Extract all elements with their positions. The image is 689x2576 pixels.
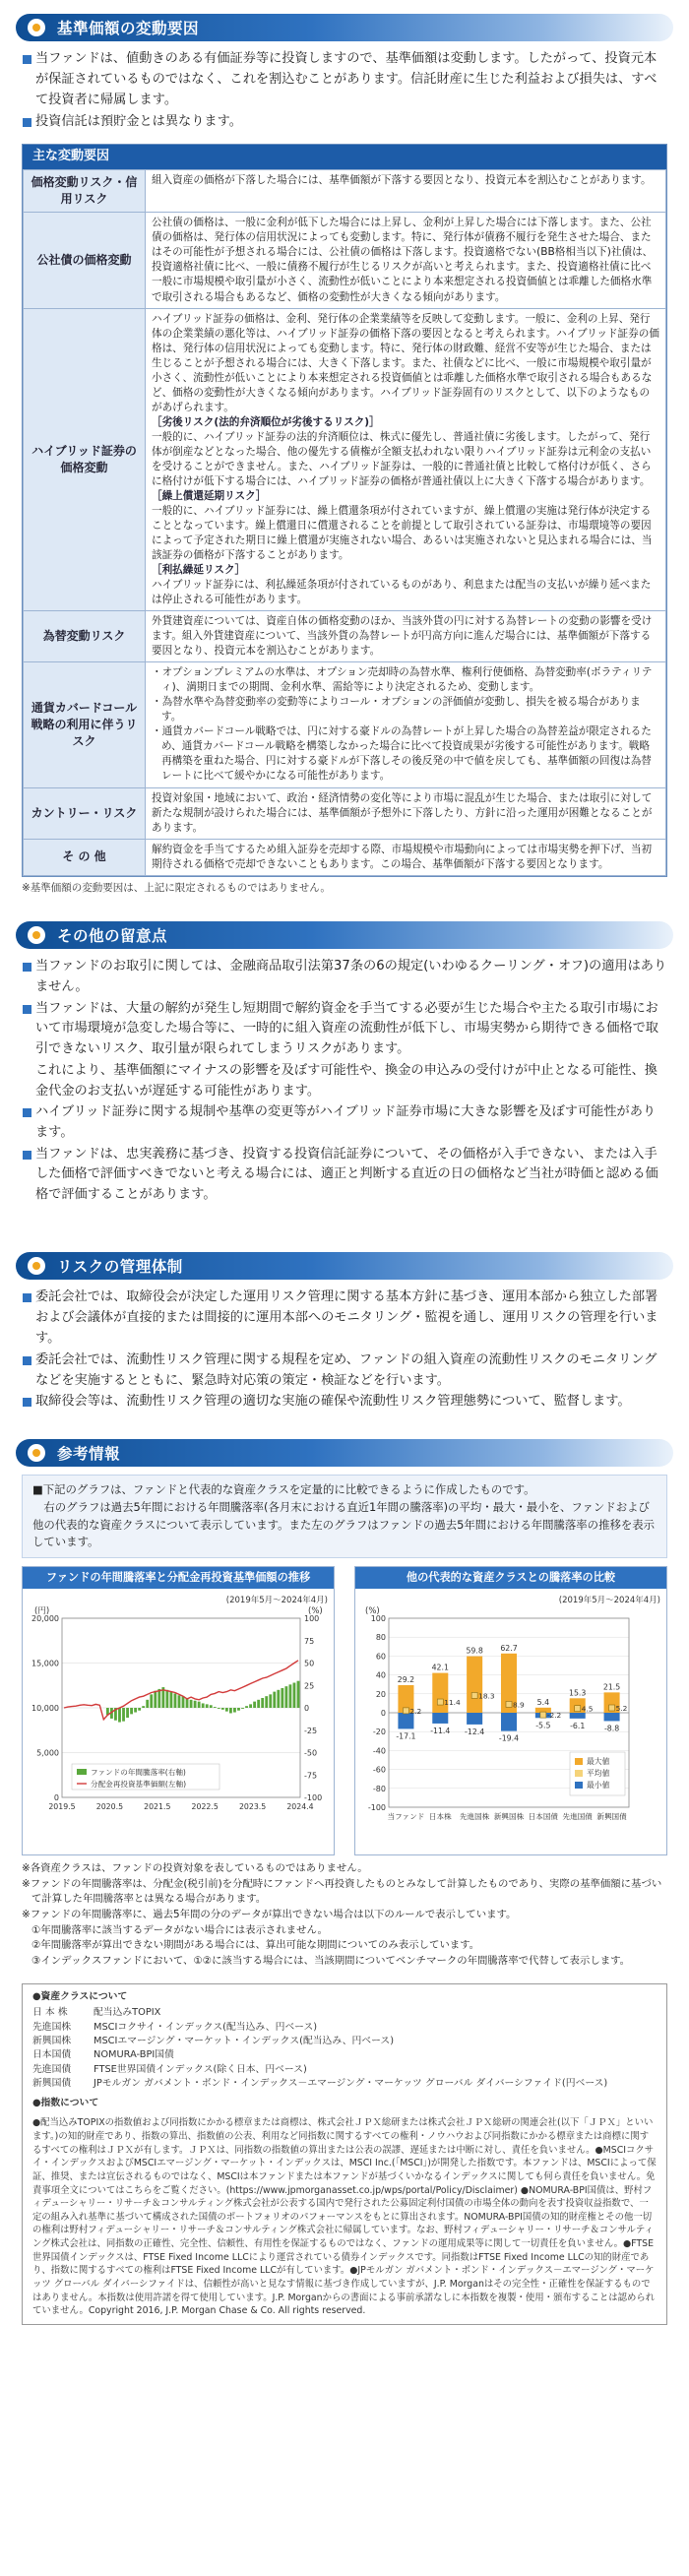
avg-value-label: 4.5 bbox=[581, 1704, 594, 1714]
min-value-label: -19.4 bbox=[498, 1733, 520, 1743]
avg-marker bbox=[540, 1712, 546, 1718]
risk-desc: 組入資産の価格が下落した場合には、基準価額が下落する要因となり、投資元本を割込むことがあります。 bbox=[146, 170, 666, 213]
risk-name: 公社債の価格変動 bbox=[24, 213, 146, 308]
asset-class-row bbox=[32, 2035, 657, 2048]
chart-note: ②年間騰落率が算出できない期間がある場合には、算出可能な期間についてのみ表示しています。 bbox=[31, 1939, 480, 1952]
chart-period: (2019年5月～2024年4月) bbox=[225, 1596, 328, 1606]
return-bar bbox=[273, 1692, 276, 1708]
asset-class-key: 新興国株 bbox=[32, 2035, 72, 2046]
return-bar bbox=[249, 1705, 252, 1709]
risk-sub-heading: ［繰上償還延期リスク］ bbox=[152, 489, 267, 502]
risk-desc: 投資対象国・地域において、政治・経済情勢の変化等により市場に混乱が生じた場合、または取引に対して新たな規制が設けられた場合には、基準価額が予想外に下落したり、方針に沿った運用が困難となることがあります。 bbox=[146, 787, 666, 839]
chart-notes bbox=[22, 1861, 667, 1969]
risk-dot-item: ・為替水準や為替変動率の変動等によりコール・オプションの評価値が変動し、損失を被る場合があります。 bbox=[152, 696, 641, 723]
legend-swatch bbox=[575, 1770, 583, 1777]
risk-name: そ の 他 bbox=[24, 839, 146, 875]
return-bar bbox=[289, 1685, 292, 1709]
return-bar bbox=[174, 1694, 177, 1709]
section-title: その他の留意点 bbox=[57, 926, 168, 945]
avg-marker bbox=[437, 1699, 443, 1705]
chart-note: ※ファンドの年間騰落率に、過去5年間の分のデータが算出できない場合は以下のルールで表示しています。 bbox=[22, 1909, 517, 1921]
table-row bbox=[24, 787, 666, 839]
return-bar bbox=[194, 1701, 197, 1708]
risk-sub-text: ハイブリッド証券には、利払繰延条項が付されているものがあり、利息または配当の支払いが繰り延べまたは停止される可能性があります。 bbox=[152, 579, 652, 606]
reference-intro bbox=[22, 1475, 667, 1558]
return-bar bbox=[221, 1708, 224, 1710]
max-value-label: 62.7 bbox=[500, 1644, 518, 1654]
max-bar bbox=[467, 1657, 482, 1713]
min-bar bbox=[432, 1713, 448, 1724]
section-title: リスクの管理体制 bbox=[57, 1258, 183, 1277]
return-bar bbox=[138, 1708, 141, 1711]
risk-desc bbox=[146, 662, 666, 787]
min-bar bbox=[570, 1713, 586, 1719]
avg-value-label: 18.3 bbox=[478, 1691, 495, 1701]
bullet-text: 委託会社では、取締役会が決定した運用リスク管理に関する基本方針に基づき、運用本部から独立した部署および会議体が直接的または間接的に運用本部へのモニタリング・監視を通し、運用リスクの管理を行います。 bbox=[22, 1288, 667, 1350]
risk-sub-heading: ［利払繰延リスク］ bbox=[152, 564, 246, 577]
y-tick-label: -100 bbox=[367, 1803, 386, 1813]
return-bar bbox=[214, 1707, 217, 1708]
category-label: 新興国債 bbox=[596, 1812, 627, 1822]
chart-title: ファンドの年間騰落率と分配金再投資基準価額の推移 bbox=[23, 1567, 334, 1589]
return-bar bbox=[202, 1704, 205, 1709]
bullet-continuation: これにより、基準価額にマイナスの影響を及ぼす可能性や、換金の申込みの受付けが中止となる可能性、換金代金のお支払いが遅延する可能性があります。 bbox=[35, 1063, 658, 1100]
return-bar bbox=[190, 1700, 193, 1708]
asset-class-value: FTSE世界国債インデックス(除く日本、円ベース) bbox=[94, 2063, 307, 2075]
chart-title: 他の代表的な資産クラスとの騰落率の比較 bbox=[355, 1567, 666, 1589]
return-bar bbox=[281, 1688, 283, 1708]
risk-desc-text: ハイブリッド証券の価格は、金利、発行体の企業業績等を反映して変動します。一般に、金利の上昇、発行体の企業業績の悪化等は、ハイブリッド証券の価格下落の要因となると考えられます。ハイブリッド証券の価格は、発行体の信用状況によっても変動します。特に、発行体の財政難、経営不安等が生じた場合、または生じることが予想される場合には、大きく下落します。また、社債などに比べ、一般に市場規模や取引量が小さく、流動性が低いことにより本来想定される投資価値とは乖離した価格水準で取引される場合もあるなど、価格の変動性が大きくなる傾向があります。ハイブリッド証券固有のリスクとして、以下のようなものがあげられます。 bbox=[152, 312, 659, 413]
section-header-volatility bbox=[16, 14, 673, 41]
section-title: 参考情報 bbox=[57, 1445, 121, 1464]
return-bar bbox=[206, 1705, 209, 1709]
avg-value-label: 8.9 bbox=[513, 1700, 525, 1710]
min-value-label: -6.1 bbox=[570, 1722, 586, 1731]
return-bar bbox=[198, 1702, 201, 1708]
risk-name: 通貨カバードコール戦略の利用に伴うリスク bbox=[24, 662, 146, 787]
asset-class-key: 先進国株 bbox=[32, 2021, 72, 2033]
return-bar bbox=[284, 1686, 287, 1708]
right-tick-label: -100 bbox=[304, 1793, 323, 1803]
return-bar bbox=[241, 1708, 244, 1709]
chart-note: ※各資産クラスは、ファンドの投資対象を表しているものではありません。 bbox=[22, 1862, 368, 1875]
min-value-label: -8.8 bbox=[603, 1724, 620, 1733]
fund-return-chart-svg bbox=[23, 1589, 334, 1854]
avg-value-label: 5.2 bbox=[615, 1704, 628, 1714]
x-tick-label: 2023.5 bbox=[238, 1802, 267, 1812]
asset-class-key: 新興国債 bbox=[32, 2078, 72, 2090]
reference-intro-line: ■下記のグラフは、ファンドと代表的な資産クラスを定量的に比較できるように作成したものです。 bbox=[32, 1482, 535, 1497]
risk-desc: 公社債の価格は、一般に金利が低下した場合には上昇し、金利が上昇した場合には下落します。また、公社債の価格は、発行体の信用状況によっても変動します。特に、発行体が債務不履行を発生させた場合、またはその可能性が予想される場合には、公社債の価格は下落します。投資適格でない(BB格相当以下)社債は、投資適格社債に比べ、一般に債務不履行が生じるリスクが高いと考えられます。また、投資適格社債に比べ一般に市場規模や取引量が小さく、流動性が低いことにより本来想定される投資価値とは乖離した価格水準で取引される場合もあるなど、価格の変動性が大きくなる傾向があります。 bbox=[146, 213, 666, 308]
right-tick-label: -25 bbox=[304, 1727, 318, 1736]
risk-desc: 外貨建資産については、資産自体の価格変動のほか、当該外貨の円に対する為替レートの変動の影響を受けます。組入外貨建資産について、当該外貨の為替レートが円高方向に進んだ場合には、基準価額が下落する要因となり、投資元本を割込むことがあります。 bbox=[146, 611, 666, 662]
risk-desc bbox=[146, 308, 666, 611]
right-tick-label: 75 bbox=[304, 1637, 315, 1647]
risk-desc: 解約資金を手当てするため組入証券を売却する際、市場規模や市場動向によっては市場実勢を押下げ、当初期待される価格で売却できないこともあります。この場合、基準価額が下落する要因となります。 bbox=[146, 839, 666, 875]
legend-swatch bbox=[575, 1758, 583, 1765]
category-label: 日本国債 bbox=[528, 1812, 559, 1822]
category-label: 当ファンド bbox=[387, 1812, 425, 1822]
legend-swatch bbox=[575, 1782, 583, 1789]
max-value-label: 29.2 bbox=[397, 1675, 415, 1685]
return-bar bbox=[118, 1708, 121, 1723]
section-header-reference bbox=[16, 1439, 673, 1467]
avg-value-label: 11.4 bbox=[444, 1698, 461, 1708]
table-row bbox=[24, 611, 666, 662]
return-bar bbox=[210, 1706, 213, 1709]
min-bar bbox=[501, 1713, 517, 1731]
y-axis-unit: (%) bbox=[365, 1606, 380, 1617]
right-tick-label: 0 bbox=[304, 1704, 310, 1714]
legend-label: ファンドの年間騰落率(右軸) bbox=[91, 1768, 186, 1778]
return-bar bbox=[225, 1708, 228, 1712]
avg-marker bbox=[506, 1702, 512, 1708]
return-bar bbox=[257, 1700, 260, 1708]
return-bar bbox=[134, 1708, 137, 1713]
asset-class-value: JPモルガン ガバメント・ボンド・インデックス－エマージング・マーケッツ グローバル ダイバーシファイド(円ベース) bbox=[94, 2078, 608, 2090]
min-value-label: -12.4 bbox=[465, 1728, 485, 1737]
asset-class-row bbox=[32, 2006, 657, 2020]
return-bar bbox=[130, 1708, 133, 1714]
return-bar bbox=[146, 1700, 149, 1708]
right-tick-label: -50 bbox=[304, 1748, 318, 1758]
return-bar bbox=[182, 1696, 185, 1708]
section-bullet-icon bbox=[28, 926, 45, 944]
risk-sub-heading: ［劣後リスク(法的弁済順位が劣後するリスク)］ bbox=[152, 415, 380, 428]
right-tick-label: -75 bbox=[304, 1771, 318, 1781]
x-tick-label: 2021.5 bbox=[144, 1802, 171, 1812]
avg-marker bbox=[609, 1705, 615, 1711]
index-notes-title: ●指数について bbox=[32, 2097, 99, 2108]
avg-value-label: -2.2 bbox=[546, 1711, 562, 1721]
legend-swatch-return bbox=[77, 1769, 87, 1775]
table-caption: 主な変動要因 bbox=[23, 145, 666, 169]
category-label: 先進国株 bbox=[459, 1812, 490, 1822]
y-tick-label: 40 bbox=[375, 1670, 386, 1680]
right-tick-label: 50 bbox=[304, 1659, 315, 1668]
risk-name: ハイブリッド証券の価格変動 bbox=[24, 308, 146, 611]
asset-class-value: MSCIエマージング・マーケット・インデックス(配当込み、円ベース) bbox=[94, 2035, 395, 2046]
table-row bbox=[24, 308, 666, 611]
left-tick-label: 20,000 bbox=[31, 1614, 59, 1624]
max-value-label: 5.4 bbox=[536, 1698, 550, 1708]
legend-label: 分配金再投資基準価額(左軸) bbox=[91, 1780, 187, 1790]
y-tick-label: 60 bbox=[375, 1652, 386, 1662]
max-value-label: 42.1 bbox=[431, 1663, 449, 1672]
section-header-notes bbox=[16, 921, 673, 949]
table-row bbox=[24, 170, 666, 213]
category-label: 先進国債 bbox=[562, 1812, 593, 1822]
bullet-text: 当ファンドは、大量の解約が発生し短期間で解約資金を手当てする必要が生じた場合や主たる取引市場において市場環境が急変した場合等に、一時的に組入資産の流動性が低下し、市場実勢から期待できる価格で取引できないリスク、取引量が限られてしまうリスクがあります。 bbox=[22, 999, 667, 1061]
return-bar bbox=[165, 1690, 168, 1708]
table-note: ※基準価額の変動要因は、上記に限定されるものではありません。 bbox=[22, 881, 331, 894]
avg-marker bbox=[403, 1708, 408, 1714]
x-tick-label: 2019.5 bbox=[48, 1802, 76, 1812]
left-tick-label: 15,000 bbox=[31, 1659, 59, 1668]
avg-marker bbox=[575, 1706, 581, 1712]
risk-sub-text: 一般的に、ハイブリッド証券には、繰上償還条項が付されていますが、繰上償還の実施は発行体が決定することとなっています。繰上償還日に償還されることを前提として取引されている証券は、市場環境等の要因によって予定された期日に繰上償還が実施されない場合、あるいは実施されないと見込まれる場合には、当該証券の価格が下落することがあります。 bbox=[152, 504, 653, 562]
return-bar bbox=[265, 1696, 268, 1708]
max-value-label: 59.8 bbox=[466, 1646, 483, 1656]
return-bar bbox=[218, 1708, 220, 1709]
return-bar bbox=[154, 1691, 157, 1708]
risk-name: 価格変動リスク・信用リスク bbox=[24, 170, 146, 213]
chart-note: ①年間騰落率に該当するデータがない場合には表示されません。 bbox=[31, 1923, 328, 1936]
legend-label: 平均値 bbox=[587, 1769, 610, 1779]
bullet-text: 当ファンドは、忠実義務に基づき、投資する投資信託証券について、その価格が入手できない、または入手した価格で評価すべきでないと考える場合には、適正と判断する直近の日の価格など当社が時価と認める価格で評価することがあります。 bbox=[22, 1145, 667, 1207]
min-bar bbox=[604, 1713, 620, 1721]
index-notes: ●配当込みTOPIXの指数値および同指数にかかる標章または商標は、株式会社ＪＰＸ総研または株式会社ＪＰＸ総研の関連会社(以下「ＪＰＸ」といいます。)の知的財産であり、指数の算出、指数値の公表、利用など同指数に関するすべての権利・ノウハウおよび同指数にかかる標章または商標に関するすべての権利はＪＰＸが有します。ＪＰＸは、同指数の指数値の算出または公表の誤謬、遅延または中断に対し、責任を負いません。●MSCIコクサイ・インデックスおよびMSCIエマージング・マーケット・インデックスは、MSCI Inc.(「MSCI」)が開発した指数です。本ファンドは、MSCIによって保証、推奨、または宣伝されるものではなく、MSCIは本ファンドまたは本ファンドが基づくいかなるインデックスに関しても何ら責任を負いません。免責事項全文についてはこちらをご覧ください。(https://www.jpmorganasset.co.jp/wps/portal/Policy/Disclaimer) ●NOMURA-BPI国債は、野村フィデューシャリー・リサーチ＆コンサルティング株式会社が公表する国内で発行された公募固定利付国債の市場全体の動向を表す投資収益指数で、一定の組み入れ基準に基づいて構成された国債のポートフォリオのパフォーマンスをもとに算出されます。NOMURA-BPI国債の知的財産権とその他一切の権利は野村フィデューシャリー・リサーチ＆コンサルティング株式会社に帰属しています。なお、野村フィデューシャリー・リサーチ＆コンサルティング株式会社は、同指数の正確性、完全性、信頼性、有用性を保証するものではなく、ファンドの運用成果等に関して一切責任を負いません。●FTSE世界国債インデックスは、FTSE Fixed Income LLCにより運営されている債券インデックスです。同指数はFTSE Fixed Income LLCの知的財産であり、指数に関するすべての権利はFTSE Fixed Income LLCが有しています。●JPモルガン ガバメント・ボンド・インデックス－エマージング・マーケッツ グローバル ダイバーシファイドは、信頼性が高いと見なす情報に基づき作成していますが、J.P. Morganはその完全性・正確性を保証するものではありません。本指数は使用許諾を得て使用しています。J.P. Morganからの書面による事前承諾なしに本指数を複製・使用・頒布することは認められていません。Copyright 2016, J.P. Morgan Chase & Co. All rights reserved. bbox=[32, 2117, 657, 2317]
section-title: 基準価額の変動要因 bbox=[57, 20, 200, 37]
asset-compare-chart bbox=[354, 1566, 667, 1855]
return-bar bbox=[277, 1690, 280, 1708]
x-tick-label: 2022.5 bbox=[191, 1802, 219, 1812]
right-tick-label: 25 bbox=[304, 1681, 315, 1691]
x-tick-label: 2020.5 bbox=[95, 1802, 124, 1812]
risk-sub-text: 一般的に、ハイブリッド証券の法的弁済順位は、株式に優先し、普通社債に劣後します。したがって、発行体が倒産などとなった場合、他の優先する債権が全額支払われない限りハイブリッド証券は元利金の支払いを受けることができません。また、ハイブリッド証券は、一般的に普通社債と比較して格付けが低く、さらに格付けが低下する場合には、ハイブリッド証券の価格が普通社債以上に大きく下落する場合があります。 bbox=[152, 430, 652, 487]
asset-class-row bbox=[32, 2077, 657, 2091]
return-bar bbox=[142, 1706, 145, 1708]
y-tick-label: -60 bbox=[372, 1765, 386, 1775]
table-row bbox=[24, 213, 666, 308]
bullet-text: 当ファンドは、値動きのある有価証券等に投資しますので、基準価額は変動します。したがって、投資元本が保証されているものではなく、これを割込むことがあります。信託財産に生じた利益および損失は、すべて投資者に帰属します。 bbox=[22, 49, 667, 111]
return-bar bbox=[253, 1702, 256, 1708]
max-value-label: 15.3 bbox=[569, 1688, 587, 1698]
return-bar bbox=[150, 1695, 153, 1709]
min-value-label: -5.5 bbox=[535, 1721, 551, 1730]
category-label: 日本株 bbox=[428, 1812, 452, 1822]
return-bar bbox=[170, 1692, 173, 1708]
risk-factor-table bbox=[22, 144, 667, 876]
section-bullet-icon bbox=[28, 1257, 45, 1275]
bullet-text: 委託会社では、流動性リスク管理に関する規程を定め、ファンドの組入資産の流動性リスクのモニタリングなどを実施するとともに、緊急時対応策の策定・検証などを行います。 bbox=[22, 1351, 667, 1392]
asset-class-value: 配当込みTOPIX bbox=[94, 2007, 161, 2019]
return-bar bbox=[229, 1708, 232, 1713]
avg-value-label: 2.2 bbox=[409, 1707, 422, 1717]
return-bar bbox=[269, 1695, 272, 1709]
bullet-text: 当ファンドのお取引に関しては、金融商品取引法第37条の6の規定(いわゆるクーリング・オフ)の適用はありません。 bbox=[22, 957, 667, 998]
asset-class-key: 先進国債 bbox=[32, 2063, 72, 2075]
asset-class-value: MSCIコクサイ・インデックス(配当込み、円ベース) bbox=[94, 2021, 318, 2033]
chart-note: ③インデックスファンドにおいて、①②に該当する場合には、当該期間についてベンチマークの年間騰落率で代替して表示します。 bbox=[31, 1954, 631, 1967]
min-value-label: -17.1 bbox=[396, 1731, 416, 1741]
bullet-text: ハイブリッド証券に関する規制や基準の変更等がハイブリッド証券市場に大きな影響を及ぼす可能性があります。 bbox=[22, 1102, 667, 1144]
return-bar bbox=[237, 1708, 240, 1711]
return-bar bbox=[178, 1696, 181, 1709]
left-tick-label: 0 bbox=[53, 1793, 59, 1803]
right-axis-unit: (%) bbox=[308, 1606, 323, 1617]
chart-area bbox=[22, 1566, 667, 1855]
legend-label: 最大値 bbox=[587, 1757, 610, 1767]
asset-class-row bbox=[32, 2021, 657, 2035]
min-bar bbox=[467, 1713, 482, 1725]
asset-class-value: NOMURA-BPI国債 bbox=[94, 2049, 174, 2061]
asset-class-title: ●資産クラスについて bbox=[32, 1990, 128, 2002]
table-row bbox=[24, 662, 666, 787]
x-tick-label: 2024.4 bbox=[286, 1802, 314, 1812]
return-bar bbox=[126, 1708, 129, 1718]
fund-return-chart bbox=[22, 1566, 335, 1855]
asset-class-key: 日 本 株 bbox=[32, 2007, 68, 2019]
risk-name: カントリー・リスク bbox=[24, 787, 146, 839]
max-value-label: 21.5 bbox=[602, 1682, 621, 1692]
risk-dot-item: ・オプションプレミアムの水準は、オプション売却時の為替水準、権利行使価格、為替変動率(ボラティリティ)、満期日までの期間、金利水準、需給等により決定されるため、変動します。 bbox=[152, 666, 653, 694]
nav-line bbox=[64, 1661, 298, 1720]
section-bullet-icon bbox=[28, 19, 45, 36]
y-tick-label: -40 bbox=[372, 1746, 386, 1756]
table-row bbox=[24, 839, 666, 875]
left-tick-label: 10,000 bbox=[31, 1704, 59, 1714]
section-header-risk-management bbox=[16, 1252, 673, 1280]
asset-class-box bbox=[22, 1983, 667, 2325]
y-tick-label: -20 bbox=[372, 1728, 386, 1737]
asset-class-key: 日本国債 bbox=[32, 2049, 72, 2061]
return-bar bbox=[157, 1689, 160, 1708]
min-value-label: -11.4 bbox=[430, 1727, 451, 1736]
return-bar bbox=[297, 1681, 300, 1708]
asset-class-row bbox=[32, 2048, 657, 2062]
return-bar bbox=[233, 1708, 236, 1713]
bullet-text: 投資信託は預貯金とは異なります。 bbox=[22, 112, 667, 133]
y-tick-label: -80 bbox=[372, 1785, 386, 1794]
asset-class-row bbox=[32, 2063, 657, 2077]
y-tick-label: 0 bbox=[380, 1709, 386, 1719]
chart-period: (2019年5月～2024年4月) bbox=[558, 1596, 660, 1606]
bullet-text: 取締役会等は、流動性リスク管理の適切な実施の確保や流動性リスク管理態勢について、監督します。 bbox=[22, 1392, 667, 1413]
y-tick-label: 100 bbox=[370, 1614, 386, 1624]
right-tick-label: 100 bbox=[304, 1614, 320, 1624]
return-bar bbox=[261, 1698, 264, 1708]
left-axis-unit: (円) bbox=[34, 1606, 50, 1617]
asset-compare-chart-svg bbox=[355, 1589, 666, 1854]
risk-name: 為替変動リスク bbox=[24, 611, 146, 662]
risk-dot-item: ・通貨カバードコール戦略では、円に対する豪ドルの為替レートが上昇した場合の為替差益が限定されるため、通貨カバードコール戦略を構築しなかった場合に比べて投資成果が劣後する可能性があります。戦略再構築を重ねた場合、円に対する豪ドルが下落しその後反発の中で値を戻しても、基準価額の回復は為替レートに比べて緩やかになる可能性があります。 bbox=[152, 725, 652, 783]
category-label: 新興国株 bbox=[493, 1812, 525, 1822]
return-bar bbox=[245, 1706, 248, 1708]
section-bullet-icon bbox=[28, 1444, 45, 1462]
chart-note: ※ファンドの年間騰落率は、分配金(税引前)を分配時にファンドへ再投資したものとみなして計算したものであり、実際の基準価額に基づいて計算した年間騰落率とは異なる場合があります。 bbox=[22, 1877, 662, 1906]
y-tick-label: 20 bbox=[375, 1690, 386, 1700]
y-tick-label: 80 bbox=[375, 1633, 386, 1643]
legend-label: 最小値 bbox=[587, 1781, 610, 1791]
left-tick-label: 5,000 bbox=[36, 1748, 59, 1758]
reference-intro-line: 右のグラフは過去5年間における年間騰落率(各月末における直近1年間の騰落率)の平均・最大・最小を、ファンドおよび他の代表的な資産クラスについて表示しています。また左のグラフはファンドの過去5年間における年間騰落率の推移を表示しています。 bbox=[32, 1500, 656, 1549]
return-bar bbox=[293, 1683, 296, 1708]
avg-marker bbox=[471, 1693, 477, 1699]
return-bar bbox=[122, 1708, 125, 1722]
